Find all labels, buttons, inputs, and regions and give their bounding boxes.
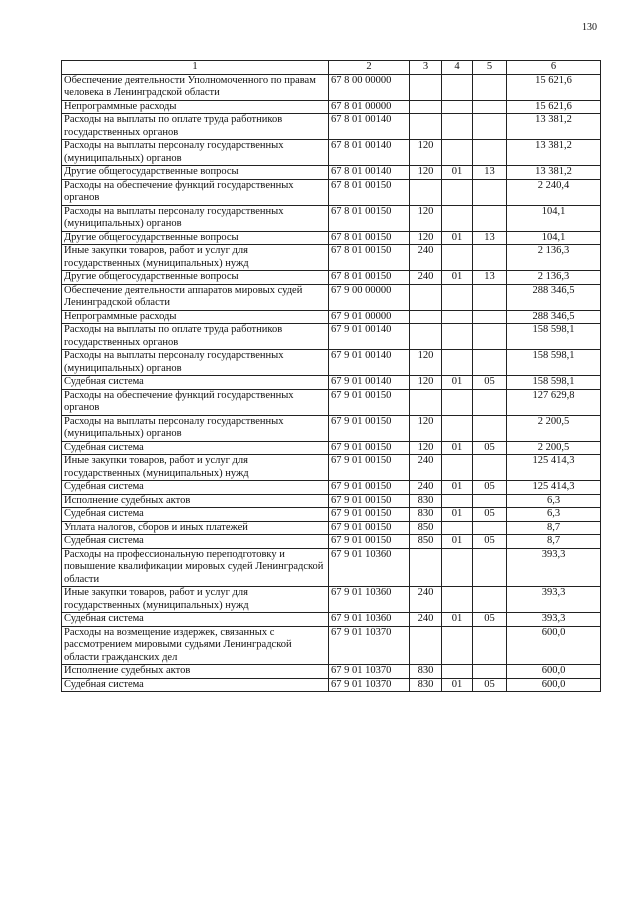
row-code-cell: 67 9 01 10360 (329, 587, 410, 613)
row-subsection-cell (473, 114, 507, 140)
row-expense-type-cell: 240 (410, 455, 442, 481)
table-row (62, 587, 601, 613)
row-name-cell: Иные закупки товаров, работ и услуг для государственных (муниципальных) нужд (62, 587, 329, 613)
table-row (62, 455, 601, 481)
row-name-cell: Расходы на выплаты персоналу государственных (муниципальных) органов (62, 140, 329, 166)
row-expense-type-cell: 120 (410, 415, 442, 441)
row-section-cell (442, 310, 473, 324)
row-expense-type-cell (410, 284, 442, 310)
table-row (62, 245, 601, 271)
row-code-cell: 67 8 01 00140 (329, 140, 410, 166)
row-amount-cell: 2 136,3 (507, 271, 601, 285)
row-expense-type-cell: 120 (410, 350, 442, 376)
row-subsection-cell: 05 (473, 535, 507, 549)
row-subsection-cell: 05 (473, 441, 507, 455)
row-section-cell: 01 (442, 613, 473, 627)
row-amount-cell: 15 621,6 (507, 74, 601, 100)
row-section-cell: 01 (442, 271, 473, 285)
row-subsection-cell (473, 494, 507, 508)
row-amount-cell: 393,3 (507, 613, 601, 627)
row-expense-type-cell: 830 (410, 508, 442, 522)
table-row (62, 548, 601, 587)
table-row (62, 415, 601, 441)
row-code-cell: 67 8 00 00000 (329, 74, 410, 100)
table-row (62, 678, 601, 692)
row-name-cell: Расходы на выплаты персоналу государственных (муниципальных) органов (62, 415, 329, 441)
row-section-cell: 01 (442, 376, 473, 390)
row-name-cell: Исполнение судебных актов (62, 665, 329, 679)
row-amount-cell: 2 136,3 (507, 245, 601, 271)
row-section-cell: 01 (442, 535, 473, 549)
row-name-cell: Судебная система (62, 441, 329, 455)
row-expense-type-cell: 240 (410, 587, 442, 613)
table-row (62, 284, 601, 310)
row-subsection-cell: 05 (473, 678, 507, 692)
table-row (62, 508, 601, 522)
row-name-cell: Уплата налогов, сборов и иных платежей (62, 521, 329, 535)
row-expense-type-cell: 120 (410, 140, 442, 166)
row-amount-cell: 2 200,5 (507, 441, 601, 455)
table-row (62, 166, 601, 180)
row-expense-type-cell: 120 (410, 205, 442, 231)
row-section-cell (442, 494, 473, 508)
row-section-cell: 01 (442, 441, 473, 455)
row-code-cell: 67 9 01 10370 (329, 678, 410, 692)
row-code-cell: 67 9 01 00150 (329, 441, 410, 455)
row-section-cell (442, 324, 473, 350)
row-section-cell (442, 140, 473, 166)
row-amount-cell: 125 414,3 (507, 481, 601, 495)
row-subsection-cell (473, 415, 507, 441)
row-name-cell: Другие общегосударственные вопросы (62, 166, 329, 180)
row-amount-cell: 104,1 (507, 231, 601, 245)
row-name-cell: Расходы на выплаты по оплате труда работников государственных органов (62, 114, 329, 140)
row-section-cell (442, 205, 473, 231)
row-subsection-cell (473, 284, 507, 310)
table-row (62, 535, 601, 549)
row-amount-cell: 13 381,2 (507, 140, 601, 166)
row-expense-type-cell: 120 (410, 441, 442, 455)
row-name-cell: Непрограммные расходы (62, 100, 329, 114)
row-section-cell (442, 415, 473, 441)
row-expense-type-cell (410, 100, 442, 114)
row-name-cell: Обеспечение деятельности аппаратов мировых судей Ленинградской области (62, 284, 329, 310)
row-subsection-cell: 13 (473, 271, 507, 285)
row-name-cell: Расходы на возмещение издержек, связанных с рассмотрением мировыми судьями Ленинградской области гражданских дел (62, 626, 329, 665)
row-section-cell: 01 (442, 231, 473, 245)
table-row (62, 271, 601, 285)
row-amount-cell: 6,3 (507, 508, 601, 522)
row-amount-cell: 125 414,3 (507, 455, 601, 481)
row-section-cell (442, 665, 473, 679)
table-body (62, 74, 601, 692)
row-subsection-cell (473, 455, 507, 481)
header-cell-amount: 6 (507, 61, 601, 75)
row-expense-type-cell (410, 74, 442, 100)
table-row (62, 626, 601, 665)
row-section-cell (442, 179, 473, 205)
row-section-cell: 01 (442, 678, 473, 692)
row-expense-type-cell (410, 389, 442, 415)
row-code-cell: 67 9 01 00150 (329, 481, 410, 495)
row-subsection-cell (473, 521, 507, 535)
row-amount-cell: 127 629,8 (507, 389, 601, 415)
row-subsection-cell (473, 245, 507, 271)
row-name-cell: Судебная система (62, 678, 329, 692)
row-expense-type-cell (410, 324, 442, 350)
row-code-cell: 67 9 01 00000 (329, 310, 410, 324)
row-subsection-cell (473, 665, 507, 679)
row-code-cell: 67 9 01 00150 (329, 508, 410, 522)
row-amount-cell: 8,7 (507, 521, 601, 535)
row-expense-type-cell (410, 179, 442, 205)
row-section-cell (442, 548, 473, 587)
row-section-cell (442, 100, 473, 114)
row-amount-cell: 600,0 (507, 626, 601, 665)
row-amount-cell: 2 200,5 (507, 415, 601, 441)
table-row (62, 613, 601, 627)
header-row (62, 61, 601, 75)
row-amount-cell: 13 381,2 (507, 166, 601, 180)
row-name-cell: Судебная система (62, 481, 329, 495)
table-row (62, 494, 601, 508)
row-amount-cell: 158 598,1 (507, 324, 601, 350)
table-row (62, 441, 601, 455)
row-code-cell: 67 9 01 10370 (329, 665, 410, 679)
row-subsection-cell: 13 (473, 166, 507, 180)
row-name-cell: Другие общегосударственные вопросы (62, 271, 329, 285)
row-expense-type-cell: 830 (410, 665, 442, 679)
row-section-cell (442, 626, 473, 665)
row-subsection-cell (473, 389, 507, 415)
row-expense-type-cell: 850 (410, 535, 442, 549)
row-subsection-cell (473, 350, 507, 376)
row-expense-type-cell: 240 (410, 481, 442, 495)
row-code-cell: 67 8 01 00150 (329, 231, 410, 245)
row-name-cell: Иные закупки товаров, работ и услуг для государственных (муниципальных) нужд (62, 455, 329, 481)
header-cell-target-article: 2 (329, 61, 410, 75)
row-name-cell: Расходы на обеспечение функций государственных органов (62, 389, 329, 415)
row-name-cell: Расходы на выплаты по оплате труда работников государственных органов (62, 324, 329, 350)
row-amount-cell: 2 240,4 (507, 179, 601, 205)
row-expense-type-cell (410, 548, 442, 587)
row-name-cell: Судебная система (62, 376, 329, 390)
row-name-cell: Непрограммные расходы (62, 310, 329, 324)
row-section-cell (442, 350, 473, 376)
row-section-cell (442, 521, 473, 535)
table-row (62, 324, 601, 350)
table-row (62, 376, 601, 390)
row-name-cell: Другие общегосударственные вопросы (62, 231, 329, 245)
row-amount-cell: 15 621,6 (507, 100, 601, 114)
row-name-cell: Судебная система (62, 613, 329, 627)
row-name-cell: Иные закупки товаров, работ и услуг для государственных (муниципальных) нужд (62, 245, 329, 271)
row-code-cell: 67 9 01 10360 (329, 613, 410, 627)
row-subsection-cell (473, 205, 507, 231)
row-expense-type-cell: 120 (410, 376, 442, 390)
table-row (62, 521, 601, 535)
table-row (62, 389, 601, 415)
row-expense-type-cell (410, 310, 442, 324)
row-section-cell (442, 389, 473, 415)
row-name-cell: Расходы на выплаты персоналу государственных (муниципальных) органов (62, 205, 329, 231)
row-code-cell: 67 8 01 00150 (329, 205, 410, 231)
row-name-cell: Расходы на выплаты персоналу государственных (муниципальных) органов (62, 350, 329, 376)
row-name-cell: Обеспечение деятельности Уполномоченного по правам человека в Ленинградской области (62, 74, 329, 100)
row-expense-type-cell: 240 (410, 271, 442, 285)
table-row (62, 310, 601, 324)
row-code-cell: 67 9 01 00150 (329, 455, 410, 481)
row-code-cell: 67 9 01 10360 (329, 548, 410, 587)
row-amount-cell: 288 346,5 (507, 284, 601, 310)
row-section-cell: 01 (442, 166, 473, 180)
row-expense-type-cell: 120 (410, 166, 442, 180)
header-cell-section: 4 (442, 61, 473, 75)
row-section-cell (442, 245, 473, 271)
row-subsection-cell (473, 587, 507, 613)
page-number: 130 (582, 22, 597, 33)
row-code-cell: 67 9 01 00150 (329, 494, 410, 508)
table-row (62, 140, 601, 166)
row-expense-type-cell: 830 (410, 678, 442, 692)
row-amount-cell: 158 598,1 (507, 350, 601, 376)
row-section-cell: 01 (442, 508, 473, 522)
row-code-cell: 67 8 01 00150 (329, 271, 410, 285)
row-code-cell: 67 9 01 10370 (329, 626, 410, 665)
row-amount-cell: 393,3 (507, 587, 601, 613)
row-amount-cell: 8,7 (507, 535, 601, 549)
row-amount-cell: 288 346,5 (507, 310, 601, 324)
row-code-cell: 67 9 01 00150 (329, 521, 410, 535)
row-subsection-cell: 05 (473, 481, 507, 495)
row-subsection-cell (473, 100, 507, 114)
table-row (62, 481, 601, 495)
row-section-cell: 01 (442, 481, 473, 495)
row-amount-cell: 104,1 (507, 205, 601, 231)
row-code-cell: 67 8 01 00000 (329, 100, 410, 114)
row-code-cell: 67 9 01 00140 (329, 350, 410, 376)
table-row (62, 665, 601, 679)
row-expense-type-cell (410, 114, 442, 140)
header-cell-subsection: 5 (473, 61, 507, 75)
row-subsection-cell (473, 179, 507, 205)
row-expense-type-cell: 120 (410, 231, 442, 245)
table-row (62, 114, 601, 140)
row-amount-cell: 158 598,1 (507, 376, 601, 390)
row-amount-cell: 600,0 (507, 665, 601, 679)
row-name-cell: Расходы на профессиональную переподготовку и повышение квалификации мировых судей Ленинградской области (62, 548, 329, 587)
row-name-cell: Расходы на обеспечение функций государственных органов (62, 179, 329, 205)
row-name-cell: Судебная система (62, 508, 329, 522)
header-cell-name: 1 (62, 61, 329, 75)
table-row (62, 205, 601, 231)
row-code-cell: 67 8 01 00140 (329, 114, 410, 140)
row-code-cell: 67 8 01 00140 (329, 166, 410, 180)
row-amount-cell: 393,3 (507, 548, 601, 587)
row-code-cell: 67 9 01 00140 (329, 324, 410, 350)
row-subsection-cell (473, 140, 507, 166)
row-subsection-cell (473, 310, 507, 324)
row-subsection-cell: 05 (473, 508, 507, 522)
row-subsection-cell: 05 (473, 613, 507, 627)
row-amount-cell: 6,3 (507, 494, 601, 508)
row-code-cell: 67 9 01 00140 (329, 376, 410, 390)
row-name-cell: Судебная система (62, 535, 329, 549)
row-expense-type-cell: 240 (410, 613, 442, 627)
row-section-cell (442, 114, 473, 140)
table-row (62, 74, 601, 100)
row-subsection-cell (473, 74, 507, 100)
row-code-cell: 67 8 01 00150 (329, 179, 410, 205)
row-section-cell (442, 284, 473, 310)
row-code-cell: 67 9 01 00150 (329, 389, 410, 415)
budget-table (61, 60, 601, 692)
table-header (62, 61, 601, 75)
row-subsection-cell (473, 626, 507, 665)
row-section-cell (442, 74, 473, 100)
header-cell-expense-type: 3 (410, 61, 442, 75)
row-code-cell: 67 8 01 00150 (329, 245, 410, 271)
row-expense-type-cell: 240 (410, 245, 442, 271)
row-section-cell (442, 455, 473, 481)
row-subsection-cell: 13 (473, 231, 507, 245)
row-amount-cell: 600,0 (507, 678, 601, 692)
table-row (62, 179, 601, 205)
table-row (62, 100, 601, 114)
row-amount-cell: 13 381,2 (507, 114, 601, 140)
row-code-cell: 67 9 00 00000 (329, 284, 410, 310)
row-subsection-cell (473, 548, 507, 587)
table-row (62, 231, 601, 245)
row-code-cell: 67 9 01 00150 (329, 415, 410, 441)
row-section-cell (442, 587, 473, 613)
row-code-cell: 67 9 01 00150 (329, 535, 410, 549)
row-subsection-cell (473, 324, 507, 350)
row-expense-type-cell: 830 (410, 494, 442, 508)
row-subsection-cell: 05 (473, 376, 507, 390)
row-expense-type-cell (410, 626, 442, 665)
table-row (62, 350, 601, 376)
row-expense-type-cell: 850 (410, 521, 442, 535)
row-name-cell: Исполнение судебных актов (62, 494, 329, 508)
